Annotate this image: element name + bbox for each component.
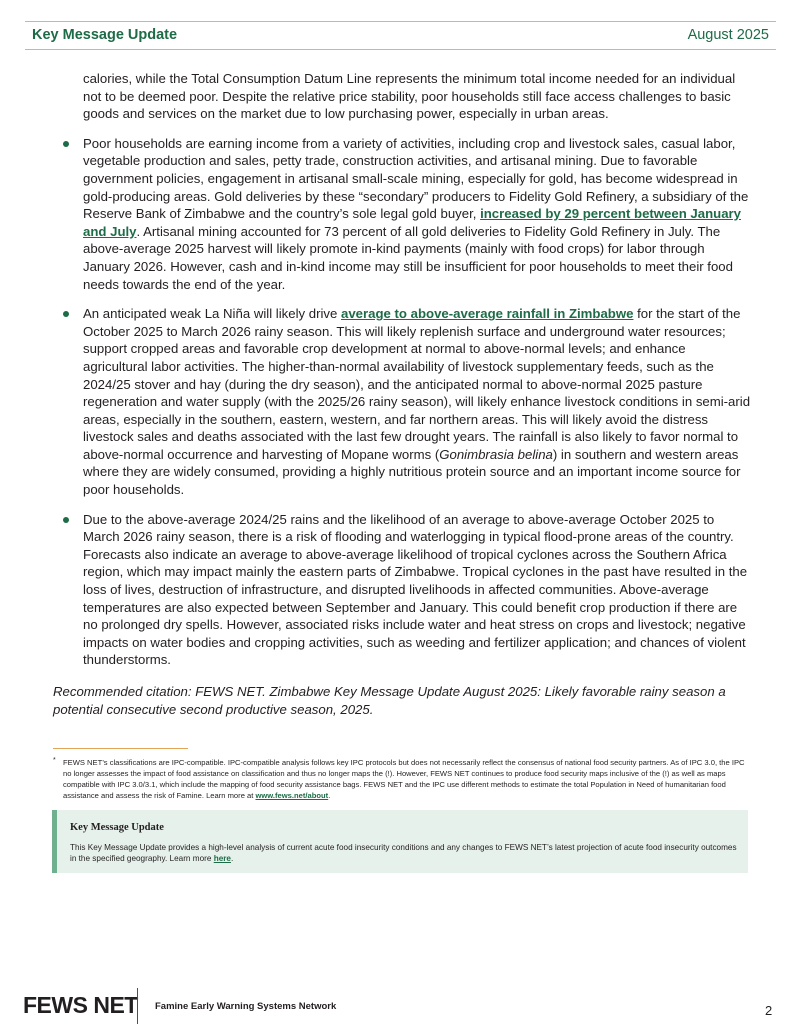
fews-about-link[interactable]: www.fews.net/about — [255, 791, 329, 800]
list-item — [53, 511, 753, 669]
header-date: August 2025 — [687, 27, 769, 43]
fews-net-logo: FEWS NET — [23, 992, 138, 1018]
info-box-end: . — [230, 854, 234, 863]
recommended-citation: Recommended citation: FEWS NET. Zimbabwe Key Message Update August 2025: Likely favorable rainy season a potential consecutive second productive season, 2025. — [53, 684, 726, 717]
page-header — [25, 21, 776, 50]
list-item — [53, 305, 753, 499]
bullet-text: for the start of the October 2025 to March 2026 rainy season. This will likely replenish surface and underground water resources; support cropped areas and favorable crop development at normal to above-normal levels; and enhance agricultural labor activities. The higher-than-normal availability of livestock supplementary feeds, such as the 2024/25 stover and hay (during the dry season), and the anticipated normal to above-normal 2025 pasture regeneration and water supply (with the 2025/26 rainy season), will likely enhance livestock conditions in semi-arid areas, especially in the southern, eastern, western, and far northern areas. This will likely avoid the distress livestock sales and deaths associated with the last few drought years. The rainfall is also likely to favor normal to above-normal occurrence and harvesting of Mopane worms ( — [83, 306, 751, 462]
continued-paragraph: calories, while the Total Consumption Datum Line represents the minimum total income needed for an individual not to be deemed poor. Despite the relative price stability, poor households still face access challenges to basic goods and services on the market due to low purchasing power, especially in urban areas. — [83, 71, 736, 122]
rainfall-forecast-link[interactable]: average to above-average rainfall in Zimbabwe — [341, 306, 634, 322]
bullet-icon — [63, 311, 69, 317]
page-number: 2 — [765, 1003, 773, 1018]
key-messages-list — [53, 135, 753, 669]
bullet-text: ) in southern and western areas where they are widely consumed, providing a highly nutritious protein source and an important income source for poor households. — [83, 446, 741, 498]
learn-more-link[interactable]: here — [213, 854, 231, 863]
species-name: Gonimbrasia belina — [439, 446, 553, 462]
bullet-icon — [63, 517, 69, 523]
footnote-end: . — [328, 791, 331, 800]
footnote-body: FEWS NET’s classifications are IPC-compatible. IPC-compatible analysis follows key IPC protocols but does not necessarily reflect the consensus of national food security partners. As of IPC 3.0, the IPC no longer assesses the impact of food assistance on classification and thus no longer maps the (!). However, FEWS NET continues to produce food security maps inclusive of the (!) as well as maps compatible with IPC 3.0/3.1, which include the mapping of food security assistance bags. FEWS NET and the IPC use different methods to estimate the total Population in Need of humanitarian food assistance and assess the risk of Famine. Learn more at — [63, 758, 745, 800]
info-box-title: Key Message Update — [70, 822, 164, 833]
bullet-text: Due to the above-average 2024/25 rains and the likelihood of an average to above-average October 2025 to March 2026 rainy season, there is a risk of flooding and waterlogging in typical flood-prone areas of the country. Forecasts also indicate an average to above-average likelihood of tropical cyclones across the Southern Africa region, which may impact mainly the eastern parts of Zimbabwe. Tropical cyclones in the past have resulted in the loss of lives, destruction of infrastructure, and disrupted livelihoods in affected communities. Above-average temperatures are also expected between September and January. This could benefit crop production if there are no prolonged dry spells. However, associated risks include water and heat stress on crops and livestock; negative impacts on water bodies and cropping activities, such as weeding and fertilizer application; and chances of violent thunderstorms. — [83, 511, 748, 668]
footnote — [53, 757, 748, 801]
bullet-text: Poor households are earning income from a variety of activities, including crop and livestock sales, casual labor, vegetable production and sales, petty trade, construction activities, and artisanal mining. Due to favorable government policies, engagement in artisanal small-scale mining, especially for gold, has become widespread in gold-producing areas. Gold deliveries by these “secondary” producers to Fidelity Gold Refinery, a subsidiary of the Reserve Bank of Zimbabwe and the country’s sole legal gold buyer, — [83, 135, 749, 222]
footer-network-name: Famine Early Warning Systems Network — [155, 1001, 337, 1012]
footer-divider — [137, 988, 138, 1024]
key-message-info-box — [52, 810, 748, 873]
footnote-mark: * — [53, 757, 56, 764]
info-box-body: This Key Message Update provides a high-level analysis of current acute food insecurity conditions and any changes to FEWS NET’s latest projection of acute food insecurity outcomes in the specified geography. Learn more — [70, 843, 737, 863]
list-item — [53, 135, 753, 293]
main-content — [53, 70, 753, 718]
header-title: Key Message Update — [32, 27, 178, 43]
bullet-icon — [63, 141, 69, 147]
footnote-divider — [53, 748, 188, 749]
gold-deliveries-link[interactable]: increased by 29 percent between January and July — [83, 206, 742, 239]
bullet-text: . Artisanal mining accounted for 73 percent of all gold deliveries to Fidelity Gold Refinery in July. The above-average 2025 harvest will likely promote in-kind payments (mainly with food crops) for labor through January 2026. However, cash and in-kind income may still be insufficient for poor households to meet their food needs towards the end of the year. — [83, 223, 733, 292]
footnote-text — [53, 757, 748, 801]
bullet-text: An anticipated weak La Niña will likely drive — [83, 306, 342, 322]
info-box-text — [70, 842, 740, 864]
